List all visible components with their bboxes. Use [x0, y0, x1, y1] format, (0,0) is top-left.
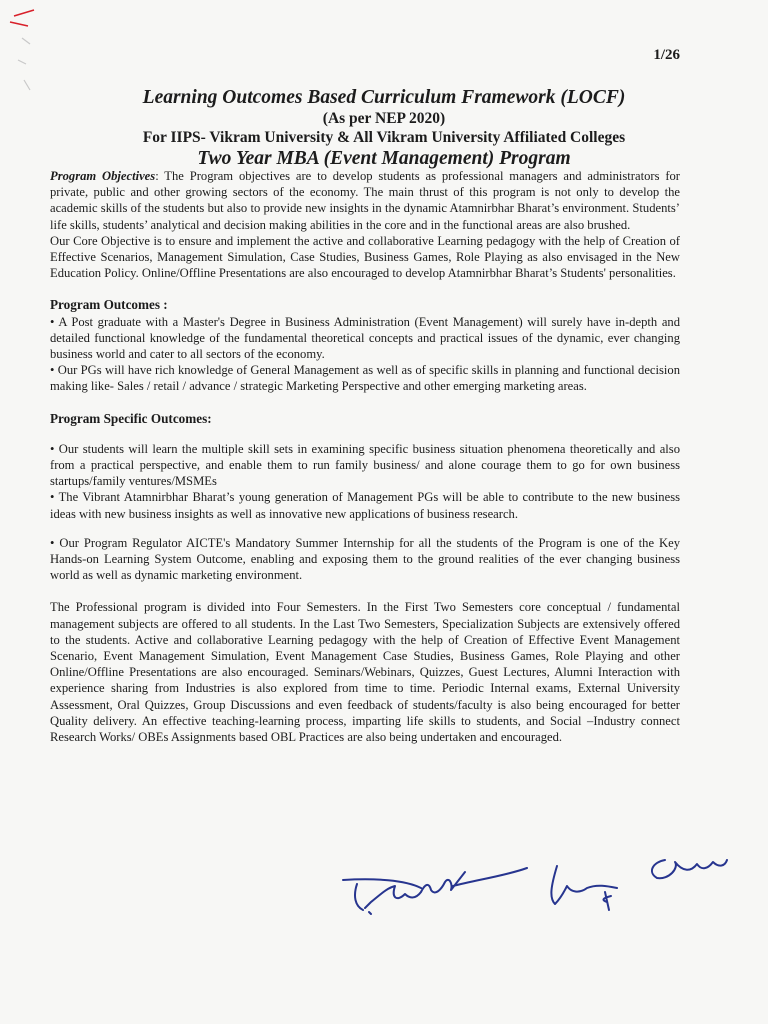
- program-title: Two Year MBA (Event Management) Program: [197, 148, 571, 169]
- specific-outcomes-heading: Program Specific Outcomes:: [50, 410, 212, 426]
- specific-outcome-item: • Our students will learn the multiple skill sets in examining specific business situation phenomena theoretically and also from a practical perspective, and enable them to run family business/ and alone courage them to go for own business startups/family ventures/MSMEs: [50, 441, 680, 489]
- outcomes-heading: Program Outcomes :: [50, 297, 168, 313]
- outcome-item: • Our PGs will have rich knowledge of General Management as well as of specific skills in planning and functional decision making like- Sales / retail / advance / strategic Marketing Perspective and other emerging marketing areas.: [50, 363, 680, 394]
- professional-program-paragraph: The Professional program is divided into Four Semesters. In the First Two Semesters core conceptual / fundamental management subjects are offered to all students. In the Last Two Semesters, Specialization Subjects are extensively offered to the students. Active and collaborative Learning pedagogy with the help of Creation of Effective Event Management Scenario, Event Management Simulation, Event Management Case Studies, Business Games, Role Playing and other Online/Offline Presentations are also encouraged. Seminars/Webinars, Quizzes, Guest Lectures, Alumni Interaction with experience sharing from Industries is also explored from time to time. Periodic Internal exams, External University Assessment, Oral Quizzes, Group Discussions and even feedback of students/faculty is also being encouraged for better Quality delivery. An effective teaching-learning process, imparting life skills to students, and Social –Industry connect Research Works/ OBEs Assignments based OBL Practices are also being undertaken and encouraged.: [50, 600, 680, 745]
- objectives-paragraph: [50, 168, 680, 233]
- specific-outcome-item: • Our Program Regulator AICTE's Mandatory Summer Internship for all the students of the Program is one of the Key Hands-on Learning System Outcome, enabling and exposing them to the ground realities of the ever changing business world as well as dynamic marketing environment.: [50, 535, 680, 583]
- core-objective-paragraph: Our Core Objective is to ensure and implement the active and collaborative Learning pedagogy with the help of Creation of Effective Scenarios, Management Simulation, Case Studies, Business Games, Role Playing as also envisaged in the New Education Policy. Online/Offline Presentations are also encouraged to develop Atamnirbhar Bharat’s Students' personalities.: [50, 233, 680, 281]
- page-number: 1/26: [653, 47, 680, 63]
- stray-dot: [50, 427, 680, 441]
- objectives-label: Program Objectives: [50, 169, 156, 183]
- specific-outcome-item: • The Vibrant Atamnirbhar Bharat’s young generation of Management PGs will be able to contribute to the new business ideas with new business insights as well as innovative new applications of business research.: [50, 490, 680, 521]
- objectives-text: : The Program objectives are to develop students as professional managers and administrators for private, public and other growing sectors of the economy. The main thrust of this program is not only to develop the academic skills of the students but also to provide new insights in the dynamic Atamnirbhar Bharat’s environment. Students’ life skills, students’ analytical and decision making abilities in the core and in the functional areas are also brushed.: [50, 169, 680, 232]
- document-body: [50, 168, 680, 745]
- outcome-item: • A Post graduate with a Master's Degree in Business Administration (Event Management) will surely have in-depth and detailed functional knowledge of the fundamental theoretical concepts and practical issues of the dynamic, ever changing business world and cater to all sectors of the economy.: [50, 314, 680, 362]
- signatures: [335, 838, 735, 928]
- document-subtitle: (As per NEP 2020): [322, 110, 446, 127]
- header: [0, 87, 768, 170]
- institution-line: For IIPS- Vikram University & All Vikram University Affiliated Colleges: [142, 129, 626, 146]
- document-title: Learning Outcomes Based Curriculum Framework (LOCF): [142, 87, 626, 108]
